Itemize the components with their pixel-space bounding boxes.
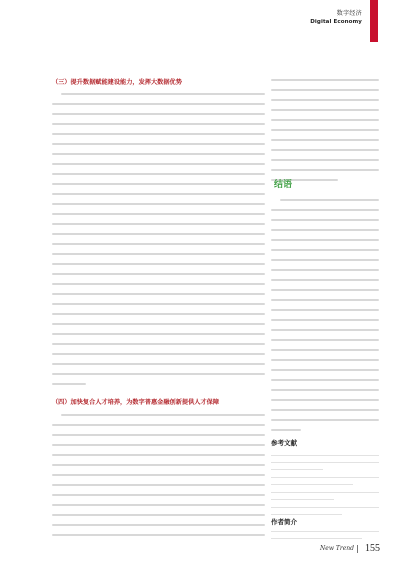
page-number: 155 xyxy=(365,543,380,554)
conclusion-heading: 结语 xyxy=(274,180,293,190)
section-title-cn: 数字经济 xyxy=(336,10,362,17)
subsection-heading-4: （四）加快复合人才培养，为数字普惠金融创新提供人才保障 xyxy=(52,399,220,406)
journal-name: New Trend xyxy=(320,545,354,552)
page-header xyxy=(0,0,402,44)
page-footer xyxy=(0,545,402,557)
author-bio-heading: 作者简介 xyxy=(271,518,297,526)
footer-divider xyxy=(357,545,358,553)
section-color-bar xyxy=(370,0,378,42)
subsection-heading-3: （三）提升数据赋能建设能力，发挥大数据优势 xyxy=(52,79,182,86)
references-heading: 参考文献 xyxy=(271,439,297,447)
section-title-en: Digital Economy xyxy=(310,19,362,25)
